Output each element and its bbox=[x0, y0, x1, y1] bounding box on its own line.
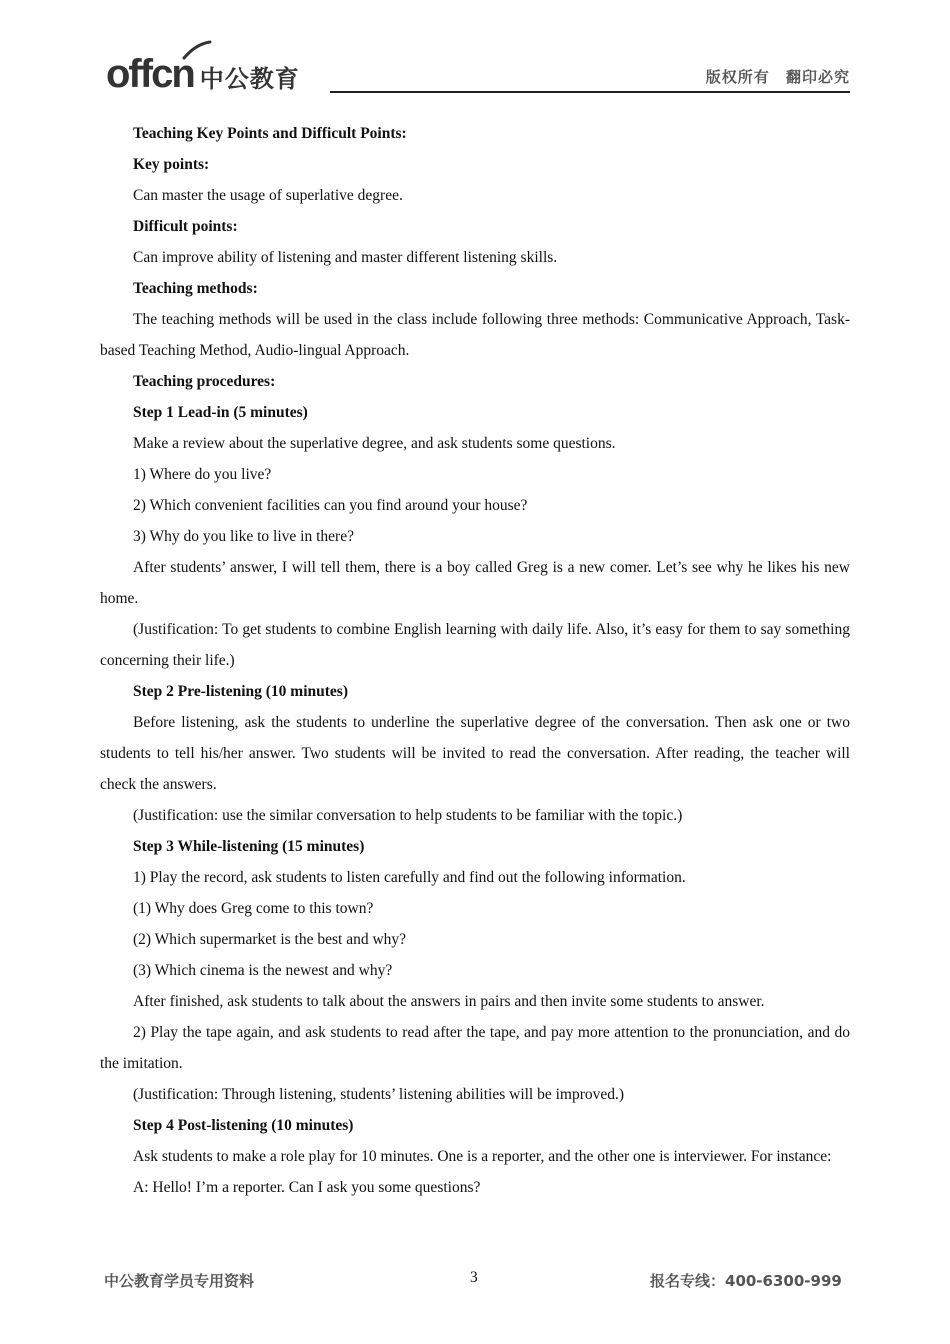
body-paragraph: (Justification: To get students to combine English learning with daily life. Also, it’s easy for them to say something concerning their life.) bbox=[100, 621, 850, 669]
section-heading: Teaching methods: bbox=[133, 280, 258, 297]
body-paragraph: (2) Which supermarket is the best and why? bbox=[133, 931, 407, 948]
section-heading: Key points: bbox=[133, 156, 210, 173]
body-paragraph: 1) Where do you live? bbox=[133, 466, 272, 483]
offcn-logo bbox=[106, 46, 300, 94]
body-paragraph: Can improve ability of listening and master different listening skills. bbox=[133, 249, 558, 266]
body-paragraph: (Justification: use the similar conversation to help students to be familiar with the topic.) bbox=[133, 807, 683, 824]
body-paragraph: After finished, ask students to talk about the answers in pairs and then invite some students to answer. bbox=[133, 993, 765, 1010]
section-heading: Step 2 Pre-listening (10 minutes) bbox=[133, 683, 348, 700]
body-paragraph: After students’ answer, I will tell them, there is a boy called Greg is a new comer. Let’s see why he likes his new home. bbox=[100, 559, 850, 607]
footer-material-label: 中公教育学员专用资料 bbox=[104, 1272, 255, 1290]
logo-latin-text: offcn bbox=[106, 52, 194, 96]
copyright-notice: 版权所有 翻印必究 bbox=[705, 68, 850, 86]
logo-swoosh-icon bbox=[182, 40, 212, 60]
page-number: 3 bbox=[470, 1269, 478, 1286]
section-heading: Difficult points: bbox=[133, 218, 238, 235]
body-paragraph: (1) Why does Greg come to this town? bbox=[133, 900, 374, 917]
section-heading: Step 1 Lead-in (5 minutes) bbox=[133, 404, 308, 421]
section-heading: Step 3 While-listening (15 minutes) bbox=[133, 838, 365, 855]
body-paragraph: 2) Which convenient facilities can you find around your house? bbox=[133, 497, 528, 514]
body-paragraph: Make a review about the superlative degree, and ask students some questions. bbox=[133, 435, 616, 452]
body-paragraph: 1) Play the record, ask students to listen carefully and find out the following information. bbox=[133, 869, 686, 886]
body-paragraph: Before listening, ask the students to underline the superlative degree of the conversation. Then ask one or two students to tell his/her answer. Two students will be invited to read the conversation. After reading, the teacher will check the answers. bbox=[100, 714, 850, 793]
page-header bbox=[0, 0, 950, 110]
body-paragraph: The teaching methods will be used in the class include following three methods: Communicative Approach, Task-based Teaching Method, Audio-lingual Approach. bbox=[100, 311, 850, 359]
body-paragraph: (3) Which cinema is the newest and why? bbox=[133, 962, 393, 979]
body-paragraph: 2) Play the tape again, and ask students to read after the tape, and pay more attention to the pronunciation, and do the imitation. bbox=[100, 1024, 850, 1072]
section-heading: Step 4 Post-listening (10 minutes) bbox=[133, 1117, 354, 1134]
body-paragraph: Can master the usage of superlative degree. bbox=[133, 187, 403, 204]
page-footer bbox=[0, 1266, 950, 1296]
body-paragraph: A: Hello! I’m a reporter. Can I ask you some questions? bbox=[133, 1179, 481, 1196]
section-heading: Teaching Key Points and Difficult Points: bbox=[133, 125, 407, 142]
document-body bbox=[100, 118, 850, 1203]
body-paragraph: 3) Why do you like to live in there? bbox=[133, 528, 354, 545]
section-heading: Teaching procedures: bbox=[133, 373, 276, 390]
header-divider bbox=[330, 91, 850, 93]
footer-hotline: 报名专线：400-6300-999 bbox=[650, 1272, 842, 1290]
logo-chinese-text: 中公教育 bbox=[199, 65, 300, 93]
body-paragraph: (Justification: Through listening, students’ listening abilities will be improved.) bbox=[133, 1086, 625, 1103]
body-paragraph: Ask students to make a role play for 10 minutes. One is a reporter, and the other one is interviewer. For instance: bbox=[133, 1148, 832, 1165]
